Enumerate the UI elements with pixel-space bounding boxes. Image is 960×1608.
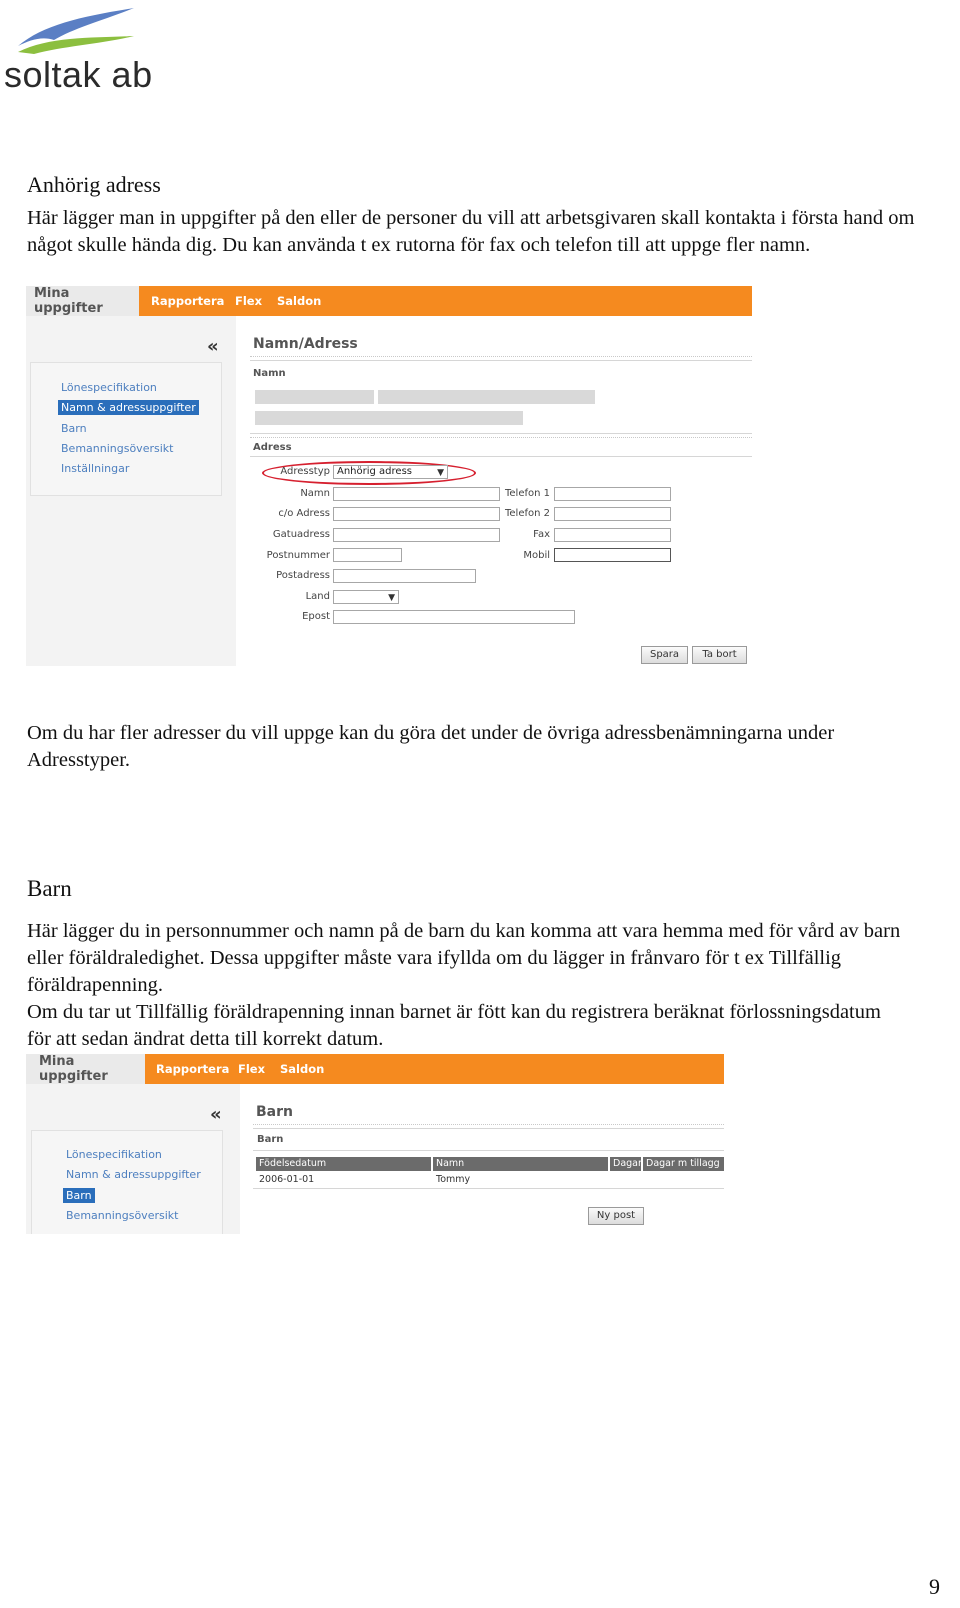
label-postadress: Postadress [276,570,330,581]
nav-rapportera[interactable]: Rapportera [156,1062,230,1076]
divider [250,456,752,457]
sidebar-item-bemanningsoversikt[interactable]: Bemanningsöversikt [61,442,174,455]
page-title: Barn [256,1104,293,1120]
label-telefon-1: Telefon 1 [504,488,550,499]
adresstyp-value: Anhörig adress [337,466,412,477]
input-fax[interactable] [554,528,671,542]
nav-saldon[interactable]: Saldon [277,294,322,308]
chevron-down-icon: ▼ [388,593,395,603]
name-field-3 [255,411,523,425]
label-postnummer: Postnummer [266,550,330,561]
column-header-dagar[interactable]: Dagar [610,1157,641,1171]
logo-swoosh [14,6,139,54]
sidebar-item-bemanningsoversikt[interactable]: Bemanningsöversikt [66,1209,179,1222]
name-field-2 [378,390,595,404]
divider [250,356,752,357]
sidebar-item-barn[interactable]: Barn [63,1188,95,1203]
adresstyp-label: Adresstyp [280,466,330,477]
label-mobil: Mobil [523,550,550,561]
nav-rapportera[interactable]: Rapportera [151,294,225,308]
label-telefon-2: Telefon 2 [504,508,550,519]
input-telefon-2[interactable] [554,507,671,521]
table-cell-fodelsedatum[interactable]: 2006-01-01 [259,1174,315,1185]
heading-anhorig-adress: Anhörig adress [27,172,161,197]
column-header-dagar-m-tillagg[interactable]: Dagar m tillagg [643,1157,724,1171]
input-postadress[interactable] [333,569,476,583]
column-header-fodelsedatum[interactable]: Födelsedatum [256,1157,431,1171]
page-title: Namn/Adress [253,336,358,352]
table-cell-namn[interactable]: Tommy [436,1174,471,1185]
nav-saldon[interactable]: Saldon [280,1062,325,1076]
page-number: 9 [929,1574,940,1599]
label-namn: Namn [300,488,330,499]
sidebar-item-lonespecifikation[interactable]: Lönespecifikation [66,1148,162,1161]
paragraph-barn-1: Här lägger du in personnummer och namn på de barn du kan komma att vara hemma med för vård av barn eller föräldraledighet. Dessa uppgifter måste vara ifyllda om du lägger in frånvaro för t ex Tillfällig föräldrapenning. [27,920,901,996]
adresstyp-select[interactable] [333,465,448,479]
nav-mina-uppgifter[interactable]: Mina uppgifter [26,286,139,316]
label-epost: Epost [302,611,330,622]
paragraph-anhorig: Här lägger man in uppgifter på den eller de personer du vill att arbetsgivaren skall kontakta i första hand om något skulle hända dig. Du kan använda t ex rutorna för fax och telefon till att uppge fler namn. [27,207,915,256]
save-button[interactable]: Spara [641,646,688,664]
label-gatuadress: Gatuadress [272,529,330,540]
label-fax: Fax [533,529,550,540]
column-header-namn[interactable]: Namn [433,1157,608,1171]
chevron-down-icon: ▼ [437,468,444,478]
new-post-button[interactable]: Ny post [588,1207,644,1225]
sidebar-item-barn[interactable]: Barn [61,422,87,435]
adress-section-label: Adress [253,442,292,453]
barn-section-label: Barn [257,1134,284,1145]
screenshot-barn [26,1054,724,1234]
input-epost[interactable] [333,610,575,624]
divider [253,1124,724,1125]
paragraph-adresstyper: Om du har fler adresser du vill uppge kan du göra det under de övriga adressbenämningarna under Adresstyper. [27,722,835,771]
divider [253,1188,724,1189]
divider [250,437,752,438]
label-co-adress: c/o Adress [278,508,330,519]
input-telefon-1[interactable] [554,487,671,501]
collapse-icon[interactable]: « [210,1104,222,1125]
name-field-1 [255,390,374,404]
nav-mina-uppgifter[interactable]: Mina uppgifter [26,1054,145,1084]
input-postnummer[interactable] [333,548,402,562]
divider [253,1150,724,1151]
divider [250,360,752,361]
delete-button[interactable]: Ta bort [692,646,747,664]
logo-text: soltak ab [4,54,153,95]
nav-flex[interactable]: Flex [238,1062,266,1076]
namn-section-label: Namn [253,368,286,379]
input-mobil[interactable] [554,548,671,562]
divider [250,433,752,434]
collapse-icon[interactable]: « [207,336,219,357]
paragraph-barn-2: Om du tar ut Tillfällig föräldrapenning innan barnet är fött kan du registrera beräknat förlossningsdatum för att sedan ändrat detta till korrekt datum. [27,1001,881,1050]
label-land: Land [305,591,330,602]
divider [253,1128,724,1129]
sidebar-item-lonespecifikation[interactable]: Lönespecifikation [61,381,157,394]
screenshot-namn-adress [26,286,752,666]
sidebar-item-installningar[interactable]: Inställningar [61,462,130,475]
heading-barn: Barn [27,876,72,901]
select-land[interactable] [333,590,399,604]
nav-flex[interactable]: Flex [235,294,263,308]
sidebar-item-namn-adress[interactable]: Namn & adressuppgifter [66,1168,201,1181]
sidebar-item-namn-adress[interactable]: Namn & adressuppgifter [58,400,199,415]
